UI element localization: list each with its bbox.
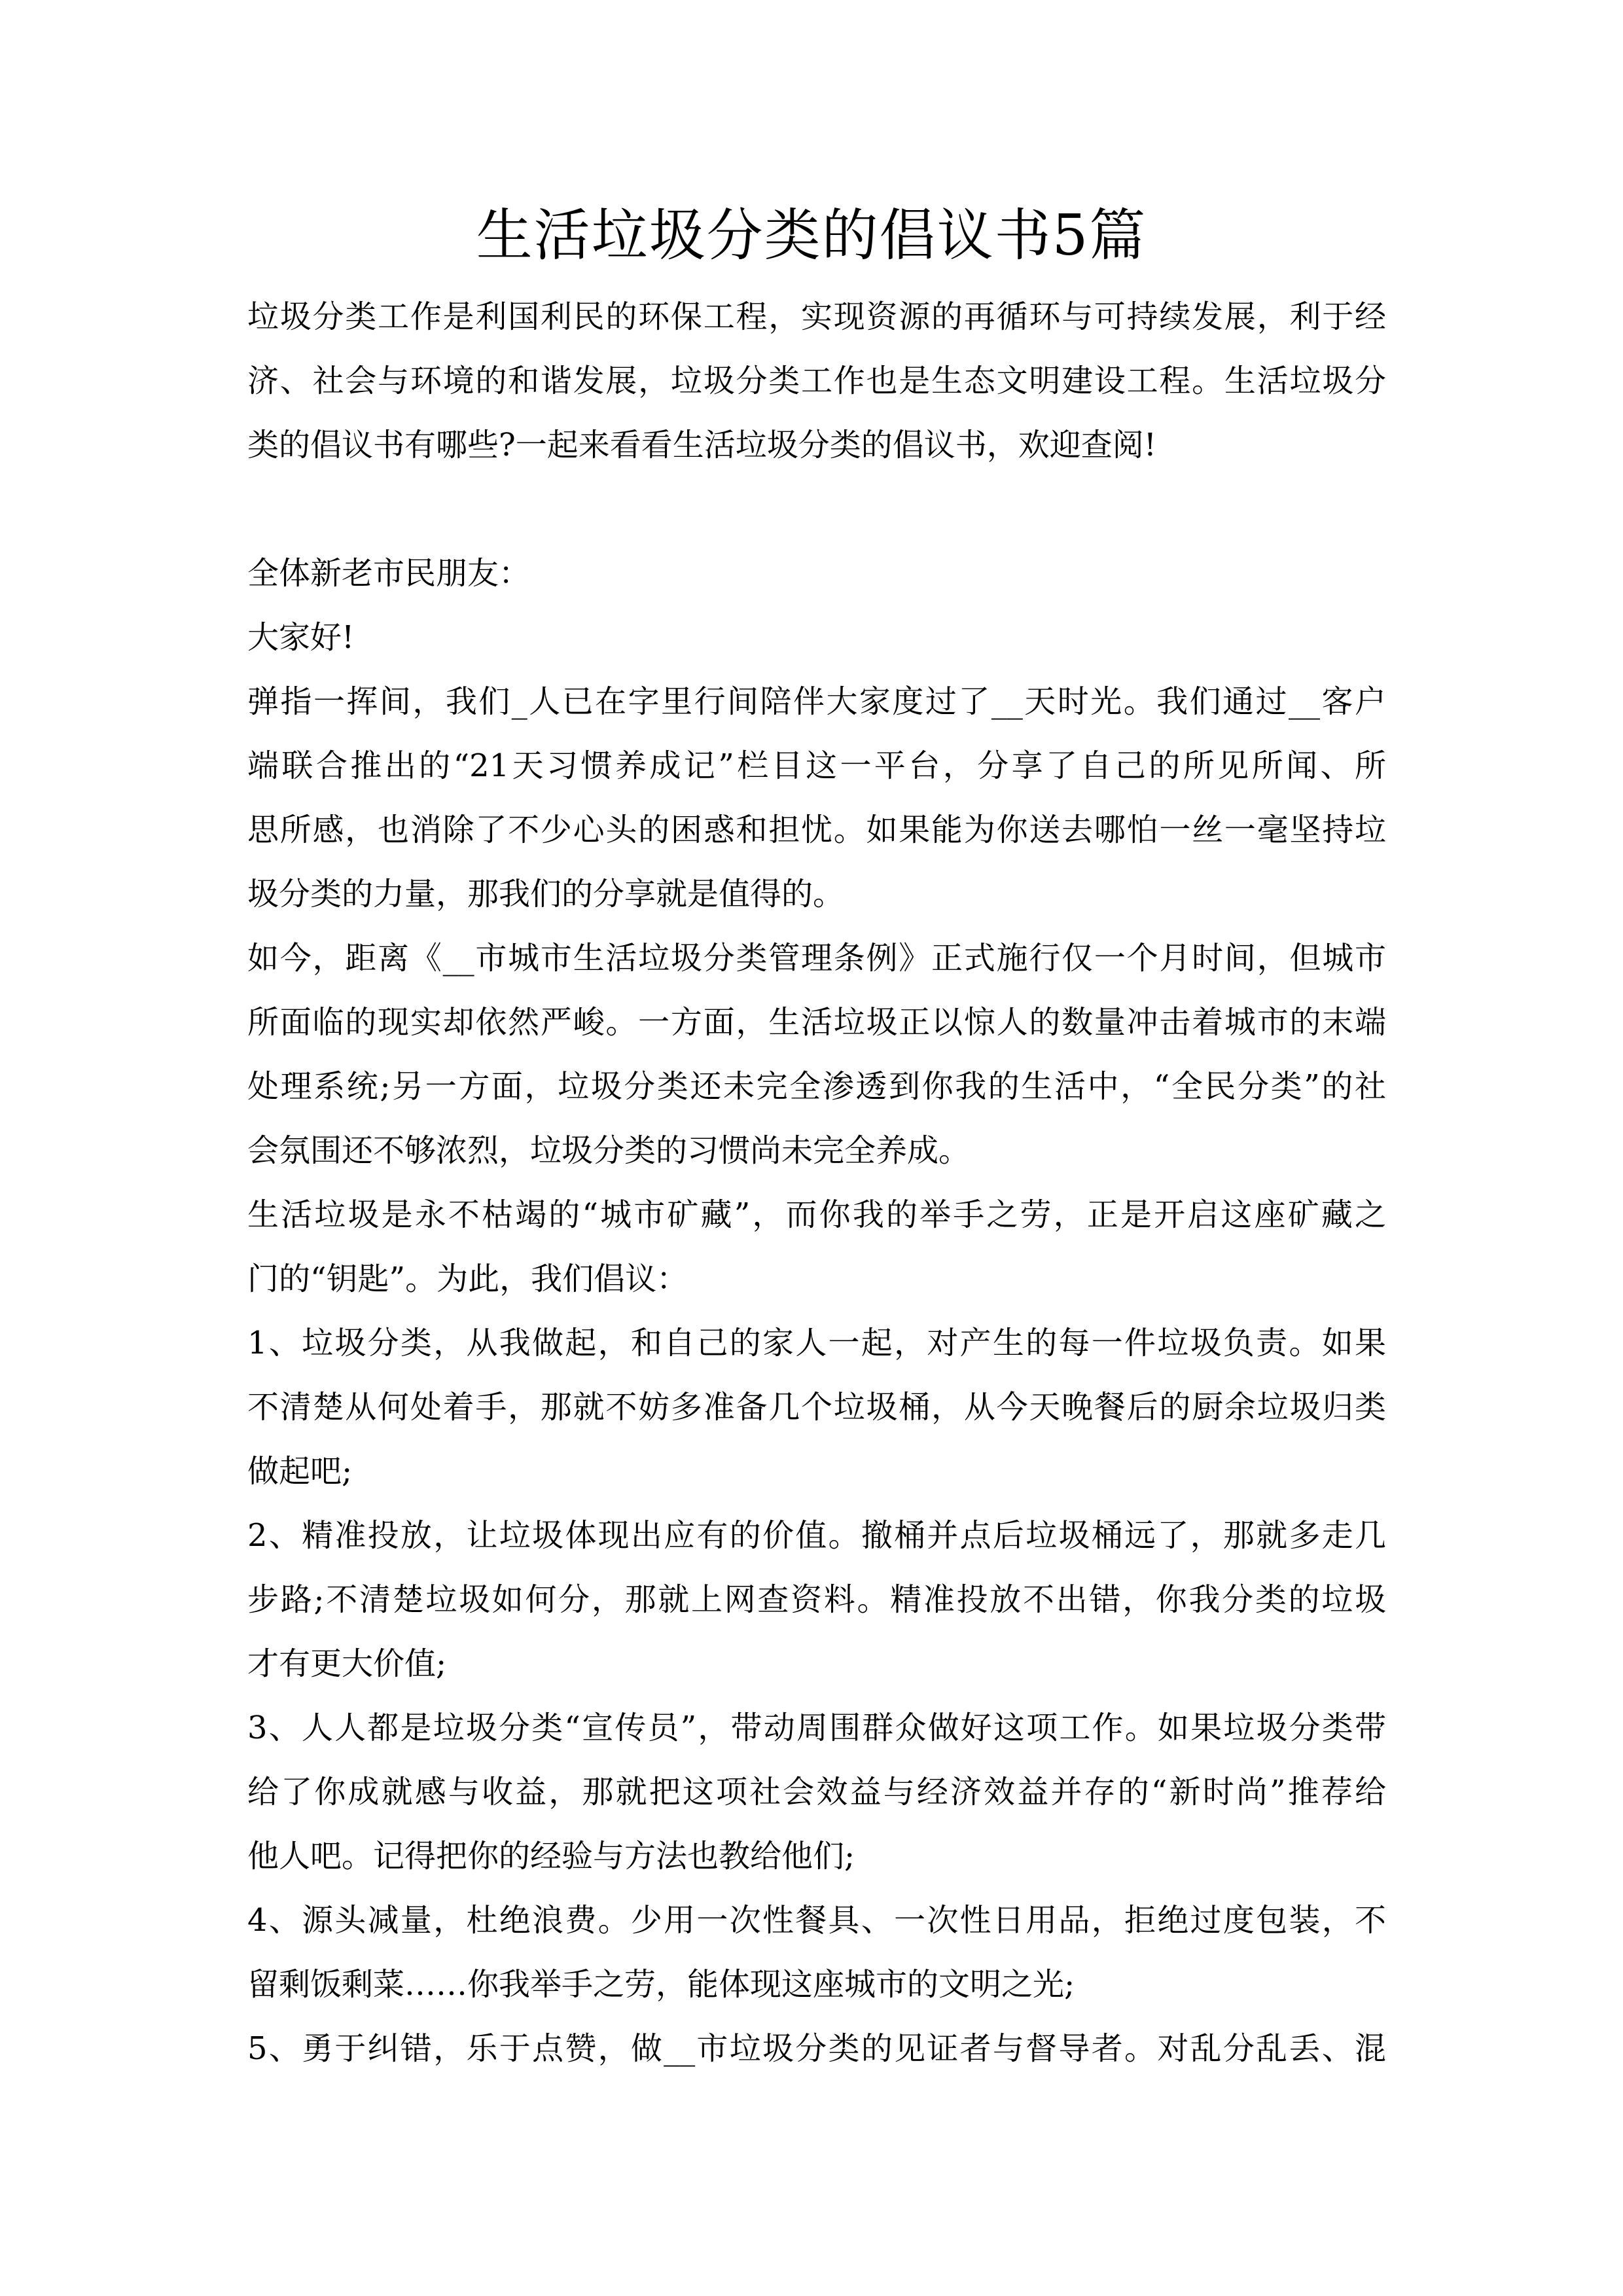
text-line: 如今，距离《__市城市生活垃圾分类管理条例》正式施行仅一个月时间，但城市	[247, 940, 1386, 977]
paragraph	[247, 2017, 1386, 2081]
text-line: 做起吧;	[247, 1453, 353, 1490]
text-line: 大家好!	[247, 619, 355, 656]
paragraph	[247, 1503, 1386, 1696]
paragraph	[247, 1696, 1386, 1888]
paragraph	[247, 1888, 1386, 2017]
text-line: 留剩饭剩菜……你我举手之劳，能体现这座城市的文明之光;	[247, 1966, 1075, 2003]
text-line: 圾分类的力量，那我们的分享就是值得的。	[247, 876, 845, 912]
paragraph	[247, 926, 1386, 1183]
text-line: 垃圾分类工作是利国利民的环保工程，实现资源的再循环与可持续发展，利于经	[247, 298, 1386, 335]
paragraph	[247, 605, 1386, 670]
text-line: 2、精准投放，让垃圾体现出应有的价值。撤桶并点后垃圾桶远了，那就多走几	[247, 1517, 1386, 1554]
text-line: 3、人人都是垃圾分类“宣传员”，带动周围群众做好这项工作。如果垃圾分类带	[247, 1710, 1386, 1746]
paragraph	[247, 1311, 1386, 1503]
text-line: 思所感，也消除了不少心头的困惑和担忧。如果能为你送去哪怕一丝一毫坚持垃	[247, 812, 1386, 848]
text-line: 类的倡议书有哪些?一起来看看生活垃圾分类的倡议书，欢迎查阅!	[247, 427, 1157, 463]
text-line: 处理系统;另一方面，垃圾分类还未完全渗透到你我的生活中，“全民分类”的社	[247, 1068, 1386, 1105]
text-line: 不清楚从何处着手，那就不妨多准备几个垃圾桶，从今天晚餐后的厨余垃圾归类	[247, 1389, 1386, 1426]
paragraph	[247, 1183, 1386, 1311]
paragraph	[247, 285, 1386, 477]
text-line: 4、源头减量，杜绝浪费。少用一次性餐具、一次性日用品，拒绝过度包装，不	[247, 1902, 1386, 1939]
text-line: 才有更大价值;	[247, 1645, 447, 1682]
text-line: 所面临的现实却依然严峻。一方面，生活垃圾正以惊人的数量冲击着城市的末端	[247, 1004, 1386, 1041]
text-line: 门的“钥匙”。为此，我们倡议：	[247, 1261, 688, 1297]
text-line: 济、社会与环境的和谐发展，垃圾分类工作也是生态文明建设工程。生活垃圾分	[247, 363, 1386, 399]
paragraph	[247, 670, 1386, 926]
text-line: 他人吧。记得把你的经验与方法也教给他们;	[247, 1838, 855, 1874]
paragraph	[247, 541, 1386, 605]
text-line: 端联合推出的“21天习惯养成记”栏目这一平台，分享了自己的所见所闻、所	[247, 747, 1386, 784]
document-title: 生活垃圾分类的倡议书5篇	[476, 203, 1147, 268]
text-line: 会氛围还不够浓烈，垃圾分类的习惯尚未完全养成。	[247, 1132, 971, 1169]
text-line: 生活垃圾是永不枯竭的“城市矿藏”，而你我的举手之劳，正是开启这座矿藏之	[247, 1196, 1386, 1233]
text-line: 弹指一挥间，我们_人已在字里行间陪伴大家度过了__天时光。我们通过__客户	[247, 683, 1386, 720]
paragraph	[247, 477, 1386, 541]
text-line: 1、垃圾分类，从我做起，和自己的家人一起，对产生的每一件垃圾负责。如果	[247, 1325, 1386, 1361]
document-body	[247, 285, 1386, 2081]
text-line: 给了你成就感与收益，那就把这项社会效益与经济效益并存的“新时尚”推荐给	[247, 1774, 1386, 1810]
text-line: 全体新老市民朋友：	[247, 555, 531, 592]
text-line	[247, 477, 1386, 541]
text-line: 5、勇于纠错，乐于点赞，做__市垃圾分类的见证者与督导者。对乱分乱丢、混	[247, 2030, 1386, 2067]
text-line: 步路;不清楚垃圾如何分，那就上网查资料。精准投放不出错，你我分类的垃圾	[247, 1581, 1386, 1618]
